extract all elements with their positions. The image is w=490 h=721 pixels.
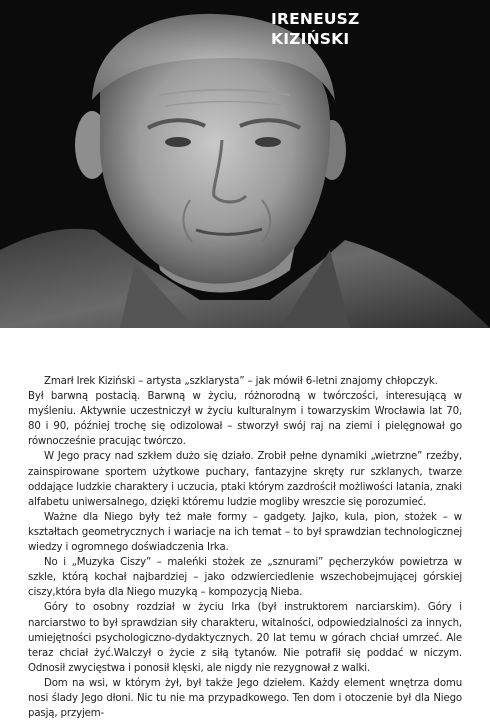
paragraph: Był barwną postacią. Barwną w życiu, różnorodną w twórczości, interesującą w myśleniu. Aktywnie uczestniczył w życiu kulturalnym i towarzyskim Wrocławia lat 70, 80 i 90, później trochę się odizolował – stworzył swój raj na ziemi i pielęgnował go równocześnie pracując twórczo. [28,391,462,448]
paragraph: Dom na wsi, w którym żył, był także Jego dziełem. Każdy element wnętrza domu nosi ślady Jego dłoni. Nic tu nie ma przypadkowego. Ten dom i otoczenie był dla Niego pasją, przyjem- [28,677,462,720]
portrait-photo [0,0,490,328]
paragraph: No i „Muzyka Ciszy” – maleńki stożek ze „sznurami” pęcherzyków powietrza w szkle, którą kochał najbardziej – jako odzwierciedlenie wszechobejmującej górskiej ciszy,która była dla Niego muzyką – kompozycją Nieba. [28,557,462,599]
person-name [271,9,359,49]
paragraph: W Jego pracy nad szkłem dużo się działo. Zrobił pełne dynamiki „wietrzne” rzeźby, zainspirowane sportem użytkowe puchary, fantazyjne skręty rur szklanych, twarze oddające ludzkie charaktery i uczucia, ptaki którym zazdrościł możliwości latania, znaki alfabetu uniwersalnego, dzięki któremu ludzie mogliby wreszcie się porozumieć. [28,451,462,508]
paragraph: Ważne dla Niego były też małe formy – gadgety. Jajko, kula, pion, stożek – w kształtach geometrycznych i wariacje na ich temat – to był sprawdzian technologicznej wiedzy i ogromnego doświadczenia Irka. [28,511,462,554]
paragraph: Góry to osobny rozdział w życiu Irka (był instruktorem narciarskim). Góry i narciarstwo to był sprawdzian siły charakteru, witalności, odpowiedzialności za innych, umiejętności psychologiczno-dydaktycznych. 20 lat temu w górach chciał umrzeć. Ale teraz chciał żyć.Walczył o życie z siłą tytanów. Nie potrafił się poddać w niczym. Odnosił zwycięstwa i ponosił klęski, ale nigdy nie rezygnował z walki. [28,602,462,674]
paragraph: Zmarł Irek Kiziński – artysta „szklarysta” – jak mówił 6-letni znajomy chłopczyk. [44,376,438,387]
name-first: IRENEUSZ [271,10,360,28]
portrait-image [0,0,490,328]
article-body [28,374,462,721]
name-last: KIZIŃSKI [271,30,350,48]
